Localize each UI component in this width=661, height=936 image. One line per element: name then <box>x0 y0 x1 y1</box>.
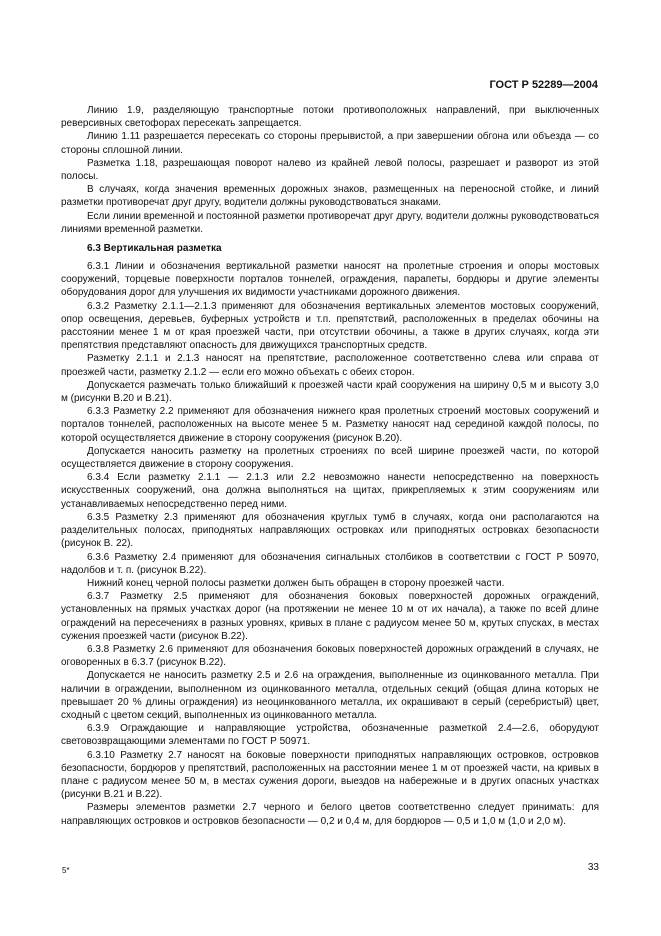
paragraph: 6.3.8 Разметку 2.6 применяют для обозначения боковых поверхностей дорожных ограждений в случаях, не оговоренных в 6.3.7 (рисунок В.22). <box>61 643 599 669</box>
signature-mark: 5* <box>62 866 70 875</box>
paragraph: 6.3.4 Если разметку 2.1.1 — 2.1.3 или 2.2 невозможно нанести непосредственно на поверхность искусственных сооружений, она должна выполняться на щитах, прикрепляемых к этим сооружениям или устанавливаемых непосредственно перед ними. <box>61 472 599 510</box>
paragraph: Разметка 1.18, разрешающая поворот налево из крайней левой полосы, разрешает и разворот из этой полосы. <box>61 157 599 183</box>
paragraph: Линию 1.11 разрешается пересекать со стороны прерывистой, а при завершении обгона или объезда — со стороны сплошной линии. <box>61 131 599 156</box>
section-heading: 6.3 Вертикальная разметка <box>87 243 222 255</box>
paragraph: 6.3.6 Разметку 2.4 применяют для обозначения сигнальных столбиков в соответствии с ГОСТ Р 50970, надолбов и т. п. (рисунок В.22). <box>61 551 599 576</box>
paragraph: Нижний конец черной полосы разметки должен быть обращен в сторону проезжей части. <box>87 577 505 589</box>
paragraph: Линию 1.9, разделяющую транспортные потоки противоположных направлений, при выключенных реверсивных светофорах пересекать запрещается. <box>61 105 599 130</box>
paragraph: 6.3.5 Разметку 2.3 применяют для обозначения круглых тумб в случаях, когда они располагаются на разделительных полосах, приподнятых направляющих островках или приподнятых островках безопасности (рисунок В. 22). <box>61 511 599 550</box>
paragraph: В случаях, когда значения временных дорожных знаков, размещенных на переносной стойке, и линий разметки противоречат друг другу, водители должны руководствоваться знаками. <box>61 184 599 209</box>
paragraph: 6.3.9 Ограждающие и направляющие устройства, обозначенные разметкой 2.4—2.6, оборудуют световозвращающими элементами по ГОСТ Р 50971. <box>61 723 599 748</box>
paragraph: Разметку 2.1.1 и 2.1.3 наносят на препятствие, расположенное соответственно слева или справа от проезжей части, разметку 2.1.2 — если его можно объехать с обеих сторон. <box>61 353 599 378</box>
page-number: 33 <box>587 862 599 873</box>
paragraph: 6.3.1 Линии и обозначения вертикальной разметки наносят на пролетные строения и опоры мостовых сооружений, торцевые поверхности порталов тоннелей, ограждения, парапеты, бордюры и другие элементы оборудования дорог для улучшения их видимости участниками дорожного движения. <box>61 261 599 299</box>
standard-header: ГОСТ Р 52289—2004 <box>489 79 598 91</box>
paragraph: 6.3.2 Разметку 2.1.1—2.1.3 применяют для обозначения вертикальных элементов мостовых сооружений, опор освещения, деревьев, буферных устройств и т.п. препятствий, расположенных в пределах обочины на расстоянии менее 1 м от края проезжей части, при отсутствии обочины, а также в других случаях, когда эти препятствия представляют опасность для движущихся транспортных средств. <box>61 300 599 352</box>
paragraph: Допускается наносить разметку на пролетных строениях по всей ширине проезжей части, по которой осуществляется движение в сторону сооружения. <box>61 445 599 471</box>
paragraph: Допускается не наносить разметку 2.5 и 2.6 на ограждения, выполненные из оцинкованного металла. При наличии в ограждении, выполненном из оцинкованного металла, отдельных секций (общая длина которых не превышает 20 % длины ограждения) из неоцинкованного металла, их окрашивают в серый (серебристый) цвет, сходный с цветом секций, выполненных из оцинкованного металла. <box>61 670 599 721</box>
paragraph: 6.3.7 Разметку 2.5 применяют для обозначения боковых поверхностей дорожных ограждений, установленных на прямых участках дорог (на протяжении не менее 10 м от их начала), а также по всей длине ограждений на пересечениях в разных уровнях, кривых в плане с радиусом менее 50 м, крутых спусках, в местах сужения проезжей части (рисунок В.22). <box>61 591 599 642</box>
paragraph: 6.3.10 Разметку 2.7 наносят на боковые поверхности приподнятых направляющих островков, островков безопасности, бордюров у препятствий, расположенных на расстоянии менее 1 м от проезжей части, на кривых в плане с радиусом менее 50 м, в местах сужения дороги, выездов на набережные и в других опасных участках (рисунки В.21 и В.22). <box>61 749 599 801</box>
paragraph: Размеры элементов разметки 2.7 черного и белого цветов соответственно следует принимать: для направляющих островков и островков безопасности — 0,2 и 0,4 м, для бордюров — 0,5 и 1,0 м (1,0 и 2,0 м). <box>61 802 599 827</box>
document-body <box>61 104 599 828</box>
paragraph: Допускается размечать только ближайший к проезжей части край сооружения на ширину 0,5 м и высоту 3,0 м (рисунки В.20 и В.21). <box>61 379 599 405</box>
paragraph: Если линии временной и постоянной разметки противоречат друг другу, водители должны руководствоваться линиями временной разметки. <box>61 210 599 235</box>
paragraph: 6.3.3 Разметку 2.2 применяют для обозначения нижнего края пролетных строений мостовых сооружений и порталов тоннелей, расположенных на высоте менее 5 м. Разметку наносят над серединой каждой полосы, по которой осуществляется движение в сторону сооружения (рисунок В.20). <box>61 406 599 444</box>
